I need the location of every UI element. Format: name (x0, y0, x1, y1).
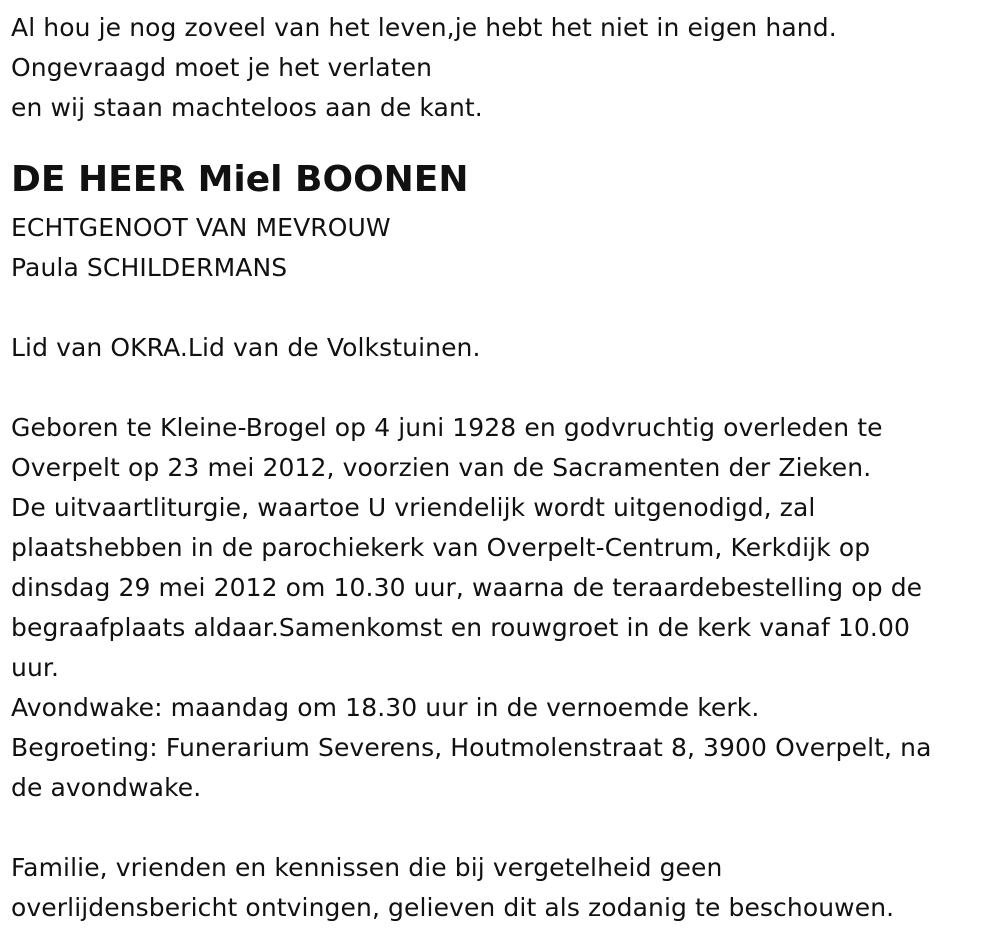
deceased-name: DE HEER Miel BOONEN (11, 159, 469, 200)
closing-paragraph (11, 848, 1000, 928)
details-line: begraafplaats aldaar.Samenkomst en rouwgroet in de kerk vanaf 10.00 (11, 613, 910, 642)
details-line: de avondwake. (11, 773, 202, 802)
details-line: plaatshebben in de parochiekerk van Overpelt-Centrum, Kerkdijk op (11, 533, 871, 562)
spouse-title: ECHTGENOOT VAN MEVROUW (11, 213, 391, 242)
spouse-name: Paula SCHILDERMANS (11, 253, 288, 282)
details-line: dinsdag 29 mei 2012 om 10.30 uur, waarna de teraardebestelling op de (11, 573, 923, 602)
poem-line: Al hou je nog zoveel van het leven,je hebt het niet in eigen hand. (11, 13, 837, 42)
details-line: Geboren te Kleine-Brogel op 4 juni 1928 en godvruchtig overleden te (11, 413, 883, 442)
details-line: Avondwake: maandag om 18.30 uur in de vernoemde kerk. (11, 693, 760, 722)
spacer (11, 288, 1000, 328)
details-line: uur. (11, 653, 60, 682)
poem-line: en wij staan machteloos aan de kant. (11, 93, 483, 122)
poem-line: Ongevraagd moet je het verlaten (11, 53, 433, 82)
closing-line: Familie, vrienden en kennissen die bij vergetelheid geen (11, 853, 723, 882)
details-line: Overpelt op 23 mei 2012, voorzien van de Sacramenten der Zieken. (11, 453, 872, 482)
closing-line: overlijdensbericht ontvingen, gelieven dit als zodanig te beschouwen. (11, 893, 895, 922)
spacer (11, 808, 1000, 848)
details-line: De uitvaartliturgie, waartoe U vriendelijk wordt uitgenodigd, zal (11, 493, 816, 522)
spacer (11, 368, 1000, 408)
details-paragraph (11, 408, 1000, 808)
poem (11, 8, 1000, 128)
details-line: Begroeting: Funerarium Severens, Houtmolenstraat 8, 3900 Overpelt, na (11, 733, 932, 762)
membership-text: Lid van OKRA.Lid van de Volkstuinen. (11, 333, 481, 362)
